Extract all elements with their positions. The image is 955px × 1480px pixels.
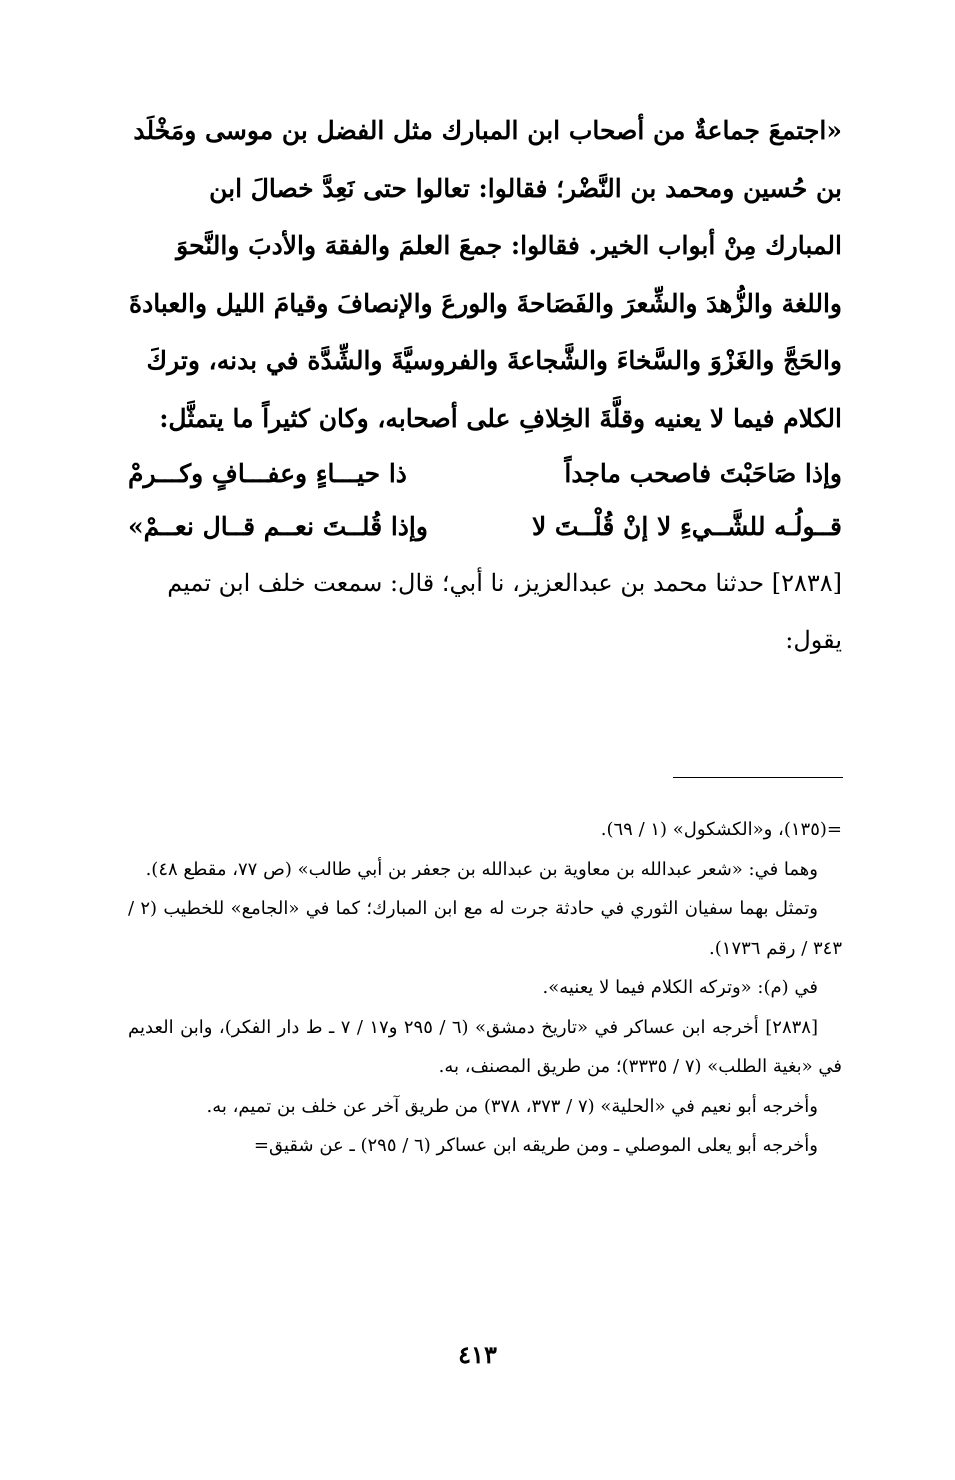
verse-1-second-hemistich: ذا حيـــاءٍ وعفـــافٍ وكـــرمْ	[128, 459, 407, 488]
footnote-paragraph: وأخرجه أبو نعيم في «الحلية» (٧ / ٣٧٣، ٣٧٨) من طريق آخر عن خلف بن تميم، به.	[206, 1095, 818, 1117]
footnote-paragraph: وأخرجه أبو يعلى الموصلي ـ ومن طريقه ابن عساكر (٦ / ٢٩٥) ـ عن شقيق=	[253, 1135, 818, 1156]
footnote-separator	[673, 777, 843, 778]
main-text	[128, 102, 842, 669]
footnote-paragraph: وهما في: «شعر عبدالله بن معاوية بن عبدالله بن جعفر بن أبي طالب» (ص ٧٧، مقطع ٤٨).	[145, 858, 818, 880]
footnote-paragraph: في (م): «وتركه الكلام فيما لا يعنيه».	[542, 977, 818, 998]
verse-line-1	[128, 447, 842, 500]
footnote-continuation: =(١٣٥)، و«الكشكول» (١ / ٦٩).	[600, 819, 842, 840]
footnote-paragraph: وتمثل بهما سفيان الثوري في حادثة جرت له مع ابن المبارك؛ كما في «الجامع» للخطيب (٢ / ٣٤٣ / رقم ١٧٣٦).	[128, 898, 842, 959]
page-number: ٤١٣	[458, 1340, 497, 1369]
verse-1-first-hemistich: وإذا صَاحَبْتَ فاصحب ماجداً	[564, 459, 842, 488]
verse-2-first-hemistich: قــولُـه للشَّــيءِ لا إنْ قُلْــتَ لا	[531, 512, 842, 541]
footnote-paragraph: [٢٨٣٨] أخرجه ابن عساكر في «تاريخ دمشق» (٦ / ٢٩٥ و١٧ / ٧ ـ ط دار الفكر)، وابن العديم في «بغية الطلب» (٧ / ٣٣٣٥)؛ من طريق المصنف، به.	[128, 1016, 842, 1077]
quote-paragraph: «اجتمعَ جماعةٌ من أصحاب ابن المبارك مثل الفضل بن موسى ومَخْلَد بن حُسين ومحمد بن النَّضْر؛ فقالوا: تعالوا حتى نَعِدَّ خصالَ ابن المبارك مِنْ أبواب الخير. فقالوا: جمعَ العلمَ والفقهَ والأدبَ والنَّحوَ واللغة والزُّهدَ والشِّعرَ والفَصَاحةَ والورعَ والإنصافَ وقيامَ الليل والعبادةَ والحَجَّ والغَزْوَ والسَّخاءَ والشَّجاعةَ والفروسيَّةَ والشِّدَّة في بدنه، وتركَ الكلام فيما لا يعنيه وقلَّةَ الخِلافِ على أصحابه، وكان كثيراً ما يتمثَّل:	[128, 116, 842, 433]
verse-line-2	[128, 500, 842, 553]
narration-paragraph: [٢٨٣٨] حدثنا محمد بن عبدالعزيز، نا أبي؛ قال: سمعت خلف ابن تميم يقول:	[167, 569, 842, 654]
verse-2-second-hemistich: وإذا قُلــتَ نعــم قــال نعــمْ»	[128, 512, 428, 541]
footnotes	[128, 810, 842, 1166]
